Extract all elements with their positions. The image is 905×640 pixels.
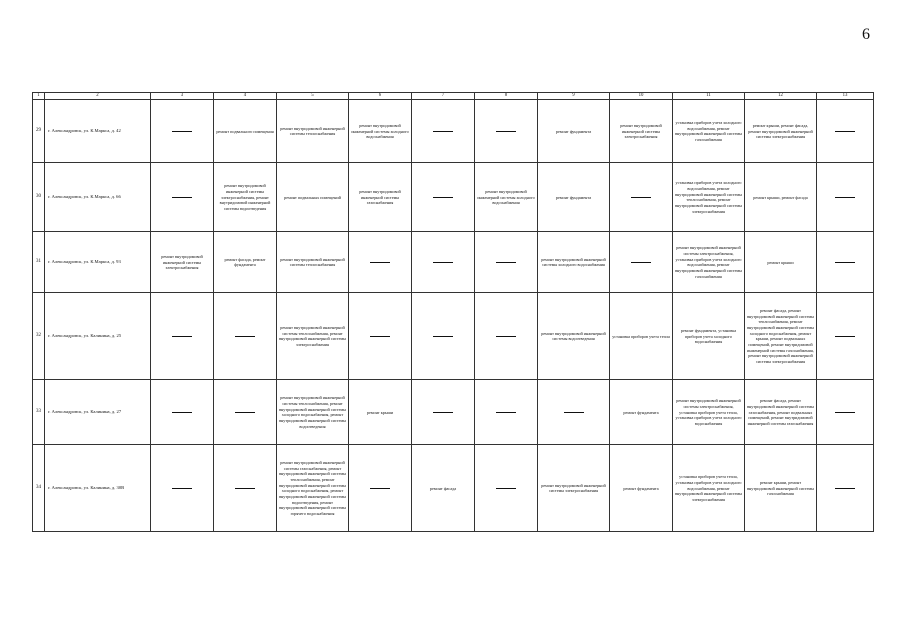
table-cell: ремонт подвальных помещений xyxy=(277,163,349,232)
empty-dash xyxy=(235,412,255,413)
empty-dash xyxy=(835,336,855,337)
table-cell xyxy=(412,380,475,445)
address-cell: г. Александровск, ул. К.Маркса, д. 66 xyxy=(45,163,151,232)
column-number: 12 xyxy=(745,93,817,100)
address-cell: г. Александровск, ул. К.Маркса, д. 93 xyxy=(45,232,151,293)
table-cell: ремонт внутридомовой инженерной системы электроснабжения, установка приборов учета холодного водоснабжения, ремонт внутридомовой инженерной системы газоснабжения xyxy=(673,232,745,293)
table-cell: ремонт внутридомовой инженерной системы газоснабжения xyxy=(349,163,412,232)
table-cell: ремонт фасада, ремонт фундамента xyxy=(214,232,277,293)
table-cell xyxy=(412,293,475,380)
table-cell xyxy=(151,445,214,532)
table-cell xyxy=(475,232,538,293)
empty-dash xyxy=(496,412,516,413)
table-cell: установка приборов учета холодного водоснабжения, ремонт внутридомовой инженерной системы газоснабжения xyxy=(673,100,745,163)
empty-dash xyxy=(835,131,855,132)
table-cell: ремонт фундамента xyxy=(538,100,610,163)
table-cell xyxy=(475,445,538,532)
table-cell: ремонт внутридомовой инженерной системы холодного водоснабжения xyxy=(538,232,610,293)
address-cell: г. Александровск, ул. Калинина, д. 30В xyxy=(45,445,151,532)
table-cell xyxy=(817,163,874,232)
empty-dash xyxy=(496,131,516,132)
empty-dash xyxy=(433,412,453,413)
table-cell: ремонт внутридомовой инженерной системы теплоснабжения xyxy=(277,232,349,293)
row-number: 34 xyxy=(33,445,45,532)
empty-dash xyxy=(433,262,453,263)
table-cell xyxy=(412,100,475,163)
empty-dash xyxy=(835,262,855,263)
address-cell: г. Александровск, ул. К.Маркса, д. 42 xyxy=(45,100,151,163)
table-cell: ремонт внутридомовой инженерной системы газоснабжения, ремонт внутридомовой инженерной системы теплоснабжения, ремонт внутридомовой инженерной системы холодного водоснабжения, ремонт внутридомовой инженерной системы водоотведения, ремонт внутридомовой инженерной системы горячего водоснабжения xyxy=(277,445,349,532)
table-cell: ремонт внутридомовой инженерной системы теплоснабжения, ремонт внутридомовой инженерной системы электроснабжения xyxy=(277,293,349,380)
empty-dash xyxy=(172,412,192,413)
empty-dash xyxy=(433,336,453,337)
table-cell: ремонт внутридомовой инженерной системы электроснабжения xyxy=(610,100,673,163)
table-cell: ремонт крыши xyxy=(349,380,412,445)
empty-dash xyxy=(172,197,192,198)
empty-dash xyxy=(172,336,192,337)
table-cell xyxy=(349,232,412,293)
page-number: 6 xyxy=(862,26,870,43)
table-body xyxy=(33,100,874,532)
row-number: 30 xyxy=(33,163,45,232)
table-cell xyxy=(214,380,277,445)
row-number: 31 xyxy=(33,232,45,293)
table-cell xyxy=(349,293,412,380)
table-row xyxy=(33,380,874,445)
table-cell: ремонт внутридомовой инженерной системы водоотведения xyxy=(538,293,610,380)
table-row xyxy=(33,445,874,532)
column-number: 11 xyxy=(673,93,745,100)
column-number-row xyxy=(33,93,874,100)
table-cell xyxy=(151,163,214,232)
column-number: 8 xyxy=(475,93,538,100)
table-cell xyxy=(151,100,214,163)
empty-dash xyxy=(631,262,651,263)
empty-dash xyxy=(564,412,584,413)
table-cell xyxy=(214,445,277,532)
table-cell: ремонт внутридомовой инженерной системы электроснабжения, установка приборов учета тепла, установка приборов учета холодного водоснабжения xyxy=(673,380,745,445)
table-cell: ремонт фасада, ремонт внутридомовой инженерной системы теплоснабжения, ремонт внутридомовой инженерной системы холодного водоснабжения, ремонт крыши, ремонт подвальных помещений, ремонт внутридомовой инженерной системы газоснабжения, ремонт внутридомовой инженерной системы электроснабжения xyxy=(745,293,817,380)
table-row xyxy=(33,232,874,293)
empty-dash xyxy=(370,262,390,263)
empty-dash xyxy=(835,488,855,489)
table-cell xyxy=(214,293,277,380)
table-cell: установка приборов учета тепла, установка приборов учета холодного водоснабжения, ремонт внутридомовой инженерной системы электроснабжения xyxy=(673,445,745,532)
column-number: 1 xyxy=(33,93,45,100)
table-cell: ремонт подвального помещения xyxy=(214,100,277,163)
row-number: 32 xyxy=(33,293,45,380)
empty-dash xyxy=(172,488,192,489)
empty-dash xyxy=(370,336,390,337)
table-cell xyxy=(475,380,538,445)
repair-schedule-table xyxy=(32,92,874,532)
address-cell: г. Александровск, ул. Калинина, д. 27 xyxy=(45,380,151,445)
table-cell: установка приборов учета тепла xyxy=(610,293,673,380)
table-cell: ремонт внутридомовой инженерной системы теплоснабжения xyxy=(277,100,349,163)
table-cell xyxy=(817,380,874,445)
table-cell: ремонт внутридомовой инженерной системы электроснабжения, ремонт внутридомовой инженерной системы водоотведения xyxy=(214,163,277,232)
empty-dash xyxy=(370,488,390,489)
column-number: 9 xyxy=(538,93,610,100)
table-cell xyxy=(538,380,610,445)
column-number: 3 xyxy=(151,93,214,100)
table-cell xyxy=(475,100,538,163)
address-cell: г. Александровск, ул. Калинина, д. 25 xyxy=(45,293,151,380)
table-cell: ремонт внутридомовой инженерной системы холодного водоснабжения xyxy=(475,163,538,232)
empty-dash xyxy=(235,336,255,337)
table-cell: ремонт крыши, ремонт фасада xyxy=(745,163,817,232)
table-cell xyxy=(412,232,475,293)
table-cell: ремонт фундамента xyxy=(610,380,673,445)
empty-dash xyxy=(496,336,516,337)
column-number: 5 xyxy=(277,93,349,100)
table-cell: ремонт фундамента xyxy=(538,163,610,232)
empty-dash xyxy=(433,197,453,198)
table-cell: ремонт фасада xyxy=(412,445,475,532)
table-cell: ремонт крыши, ремонт фасада, ремонт внутридомовой инженерной системы электроснабжения xyxy=(745,100,817,163)
table-cell xyxy=(412,163,475,232)
table-cell xyxy=(817,293,874,380)
table-cell xyxy=(610,163,673,232)
table-cell xyxy=(610,232,673,293)
empty-dash xyxy=(235,488,255,489)
table-cell: ремонт фасада, ремонт внутридомовой инженерной системы газоснабжения, ремонт подвальных помещений, ремонт внутридомовой инженерной системы газоснабжения xyxy=(745,380,817,445)
empty-dash xyxy=(496,488,516,489)
table-cell: ремонт крыши, ремонт внутридомовой инженерной системы газоснабжения xyxy=(745,445,817,532)
table-cell: ремонт внутридомовой инженерной системы электроснабжения xyxy=(151,232,214,293)
table-cell xyxy=(817,445,874,532)
table-cell xyxy=(817,232,874,293)
row-number: 29 xyxy=(33,100,45,163)
empty-dash xyxy=(172,131,192,132)
column-number: 7 xyxy=(412,93,475,100)
table-cell xyxy=(151,293,214,380)
empty-dash xyxy=(835,197,855,198)
table-cell xyxy=(475,293,538,380)
table-cell: ремонт внутридомовой инженерной системы холодного водоснабжения xyxy=(349,100,412,163)
table-cell: ремонт внутридомовой инженерной системы теплоснабжения, ремонт внутридомовой инженерной системы холодного водоснабжения, ремонт внутридомовой инженерной системы водоотведения xyxy=(277,380,349,445)
empty-dash xyxy=(496,262,516,263)
table-cell xyxy=(151,380,214,445)
empty-dash xyxy=(835,412,855,413)
table-cell: установка приборов учета холодного водоснабжения, ремонт внутридомовой инженерной системы теплоснабжения, ремонт внутридомовой инженерной системы электроснабжения xyxy=(673,163,745,232)
table-cell xyxy=(349,445,412,532)
column-number: 13 xyxy=(817,93,874,100)
column-number: 10 xyxy=(610,93,673,100)
table-cell xyxy=(817,100,874,163)
column-number: 4 xyxy=(214,93,277,100)
column-number: 2 xyxy=(45,93,151,100)
empty-dash xyxy=(631,197,651,198)
empty-dash xyxy=(433,131,453,132)
column-number: 6 xyxy=(349,93,412,100)
row-number: 33 xyxy=(33,380,45,445)
table-cell: ремонт фундамента, установка приборов учета холодного водоснабжения xyxy=(673,293,745,380)
table-row xyxy=(33,293,874,380)
table-cell: ремонт внутридомовой инженерной системы электроснабжения xyxy=(538,445,610,532)
table-row xyxy=(33,163,874,232)
table-cell: ремонт фундамента xyxy=(610,445,673,532)
table-row xyxy=(33,100,874,163)
table-cell: ремонт крыши xyxy=(745,232,817,293)
